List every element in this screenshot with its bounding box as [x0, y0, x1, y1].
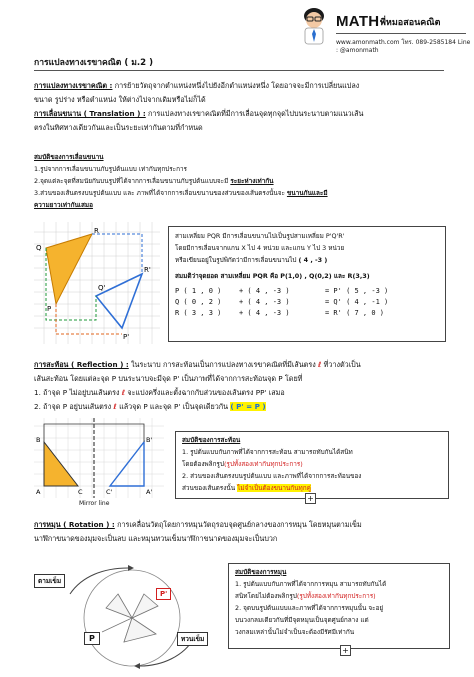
svg-text:P: P [47, 305, 52, 313]
reflect-prop-1b: โดยต้องพลิกรูป [182, 460, 224, 468]
def-text-2: ขนาด รูปร่าง หรือตำแหน่ง ให้ต่างไปจากเดิมหรือไม่ก็ได้ [34, 95, 206, 104]
trans-props-heading: สมบัติของการเลื่อนขนาน [34, 153, 104, 161]
reflection-item-2b: แล้วจุด P และจุด P' เป็นจุดเดียวกัน [116, 402, 231, 411]
calc-row: R ( 3 , 3 ) + ( 4 , -3 ) = R' ( 7 , 0 ) [175, 309, 385, 317]
trans-prop-3-hl: ขนานกันและมี [286, 189, 328, 197]
clockwise-label: ตามเข็ม [34, 574, 65, 588]
ell-symbol: ℓ [121, 388, 126, 397]
reflect-prop-1: 1. รูปต้นแบบกับภาพที่ได้จากการสะท้อน สามารถทับกันได้สนิท [182, 448, 353, 456]
trans-box-line-3: หรือเขียนอยู่ในรูปพิกัดว่ามีการเลื่อนขนานไป [175, 256, 299, 264]
trans-prop-2-hl: ระยะห่างเท่ากัน [230, 177, 274, 185]
svg-text:R: R [94, 227, 99, 235]
trans-box-line-2: โดยมีการเลื่อนจากแกน X ไป 4 หน่วย และแกน Y ไป 3 หน่วย [175, 244, 345, 252]
rotate-prop-1: 1. รูปต้นแบบกับภาพที่ได้จากการหมุน สามารถทับกันได้ [235, 580, 387, 588]
svg-text:Q': Q' [98, 284, 106, 292]
reflection-text-2: เส้นสะท้อน โดยแต่ละจุด P บนระนาบจะมีจุด P' เป็นภาพที่ได้จากการสะท้อนจุด P โดยที่ [34, 374, 303, 383]
trans-text-2: ตรงในทิศทางเดียวกันและเป็นระยะเท่ากันตามที่กำหนด [34, 123, 203, 132]
reflection-label: การสะท้อน ( Reflection ) : [34, 360, 129, 369]
reflection-item-1: 1. ถ้าจุด P ไม่อยู่บนเส้นตรง [34, 388, 122, 397]
svg-text:Q: Q [36, 244, 42, 252]
rotate-prop-2c: วงกลมเหล่านั้นไม่จำเป็นจะต้องมีรัศมีเท่ากัน [235, 628, 355, 636]
def-label: การแปลงทางเรขาคณิต : [34, 81, 113, 90]
def-text: การย้ายวัตถุจากตำแหน่งหนึ่งไปยังอีกตำแหน่งหนึ่ง โดยอาจจะมีการเปลี่ยนแปลง [114, 81, 360, 90]
rotation-block [34, 518, 454, 546]
expand-button[interactable]: + [340, 645, 351, 656]
rotate-prop-1-hl: (รูปทั้งสองเท่ากันทุกประการ) [296, 592, 376, 600]
mascot [297, 6, 331, 48]
ell-symbol: ℓ [113, 402, 117, 411]
intro-block [34, 79, 449, 135]
svg-text:P': P' [123, 333, 130, 341]
trans-label: การเลื่อนขนาน ( Translation ) : [34, 109, 146, 118]
svg-text:A': A' [146, 488, 153, 496]
reflection-text-1b: ที่วางตัวเป็น [321, 360, 361, 369]
point-p-label: P [84, 632, 100, 645]
rotation-text-1: การเคลื่อนวัตถุโดยการหมุนวัตถุรอบจุดศูนย์กลางของการหมุน โดยหมุนตามเข็ม [117, 520, 362, 529]
trans-calc [175, 286, 439, 319]
rotate-prop-2b: บนวงกลมเดียวกันที่มีจุดหมุนเป็นจุดศูนย์กลาง แต่ [235, 616, 369, 624]
reflection-diagram [34, 418, 164, 512]
reflection-props-box [175, 431, 449, 499]
svg-text:R': R' [144, 266, 151, 274]
reflect-prop-2b: ส่วนของเส้นตรงนั้น [182, 484, 238, 492]
rotation-diagram [34, 560, 224, 672]
trans-prop-3-cont: ความยาวเท่ากันเสมอ [34, 201, 93, 209]
trans-text: การแปลงทางเรขาคณิตที่มีการเลื่อนจุดทุกจุดไปบนระนาบตามแนวเส้น [148, 109, 364, 118]
reflection-props-heading: สมบัติของการสะท้อน [182, 436, 241, 444]
rotation-props-box [228, 563, 450, 649]
contact-line: www.amonmath.com โทร. 089-2585184 Line : @amonmath [336, 39, 471, 54]
trans-prop-1: 1.รูปจากการเลื่อนขนานกับรูปต้นแบบ เท่ากันทุกประการ [34, 165, 187, 173]
page-title: การแปลงทางเรขาคณิต ( ม.2 ) [34, 58, 154, 68]
reflect-prop-1-hl: (รูปทั้งสองเท่ากันทุกประการ) [223, 460, 303, 468]
expand-button[interactable]: + [305, 493, 316, 504]
brand-title: MATH [336, 13, 380, 30]
svg-text:A: A [36, 488, 41, 496]
trans-prop-2: 2.จุดแต่ละจุดที่สมนัยกันบนรูปที่ได้จากการเลื่อนขนานกับรูปต้นแบบจะมี [34, 177, 231, 185]
reflect-prop-2-hl: ไม่จำเป็นต้องขนานกันทุกคู่ [237, 484, 311, 492]
trans-box-line-1: สามเหลี่ยม PQR มีการเลื่อนขนานไปเป็นรูปสามเหลี่ยม P'Q'R' [175, 232, 345, 240]
svg-text:B': B' [146, 436, 153, 444]
translation-example-box [168, 226, 446, 342]
brand-thai: พี่หมอสอนคณิต [380, 18, 441, 28]
mirror-line-label: Mirror line [79, 500, 110, 507]
rotation-label: การหมุน ( Rotation ) : [34, 520, 115, 529]
reflection-item-2: 2. ถ้าจุด P อยู่บนเส้นตรง [34, 402, 114, 411]
svg-text:C': C' [106, 488, 113, 496]
reflection-text-1: ในระนาบ การสะท้อนเป็นการแปลงทางเรขาคณิตที่มีเส้นตรง [131, 360, 318, 369]
svg-text:B: B [36, 436, 41, 444]
title-rule [34, 70, 444, 71]
rotation-props-heading: สมบัติของการหมุน [235, 568, 287, 576]
svg-text:C: C [78, 488, 83, 496]
calc-row: Q ( 0 , 2 ) + ( 4 , -3 ) = Q' ( 4 , -1 ) [175, 298, 389, 306]
point-p-prime-label: P' [156, 588, 171, 600]
rotate-prop-1b: สนิทโดยไม่ต้องพลิกรูป [235, 592, 297, 600]
reflection-equal: ( P' = P ) [230, 402, 266, 411]
header-rule [336, 33, 466, 34]
trans-box-coords: สมมติว่าจุดยอด สามเหลี่ยม PQR คือ P(1,0) , Q(0,2) และ R(3,3) [175, 272, 370, 280]
calc-row: P ( 1 , 0 ) + ( 4 , -3 ) = P' ( 5 , -3 ) [175, 287, 389, 295]
trans-vector: ( 4 , -3 ) [298, 256, 328, 264]
rotate-prop-2: 2. จุดบนรูปต้นแบบและภาพที่ได้จากการหมุนนั้น จะอยู่ [235, 604, 384, 612]
reflect-prop-2: 2. ส่วนของเส้นตรงบนรูปต้นแบบ และภาพที่ได้จากการสะท้อนของ [182, 472, 362, 480]
reflection-item-1b: จะแบ่งครึ่งและตั้งฉากกับส่วนของเส้นตรง PP' เสมอ [125, 388, 285, 397]
translation-diagram [34, 222, 160, 344]
trans-props [34, 151, 454, 211]
reflection-block [34, 358, 454, 414]
trans-prop-3: 3.ส่วนของเส้นตรงบนรูปต้นแบบ และ ภาพที่ได้จากการเลื่อนขนานของส่วนของเส้นตรงนั้นจะ [34, 189, 287, 197]
counterclockwise-label: ทวนเข็ม [177, 632, 208, 646]
ell-symbol: ℓ [318, 360, 322, 369]
rotation-text-2: นาฬิกาขนาดของมุมจะเป็นลบ และหมุนทวนเข็มนาฬิกาขนาดของมุมจะเป็นบวก [34, 534, 278, 543]
